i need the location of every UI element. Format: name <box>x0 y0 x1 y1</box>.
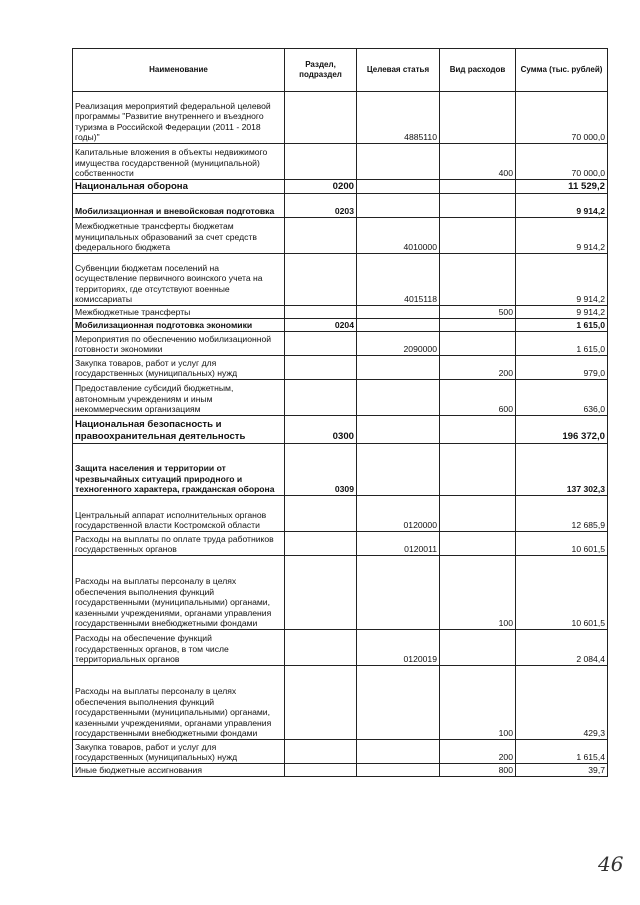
row-kind <box>440 332 516 356</box>
row-kind: 100 <box>440 556 516 630</box>
row-name: Реализация мероприятий федеральной целевой программы "Развитие внутреннего и въездного туризма в Российской Федерации (2011 - 2018 годы)" <box>73 92 285 144</box>
row-target <box>357 319 440 332</box>
budget-table <box>72 48 608 777</box>
row-name: Предоставление субсидий бюджетным, автономным учреждениям и иным некоммерческим организациям <box>73 380 285 416</box>
row-kind <box>440 416 516 444</box>
table-row <box>73 306 608 319</box>
row-target: 0120011 <box>357 532 440 556</box>
row-amount: 9 914,2 <box>516 254 608 306</box>
row-section <box>285 532 357 556</box>
header-section: Раздел, подраздел <box>285 49 357 92</box>
table-row <box>73 764 608 777</box>
table-row <box>73 380 608 416</box>
row-kind: 200 <box>440 356 516 380</box>
row-name: Национальная оборона <box>73 180 285 194</box>
row-target <box>357 666 440 740</box>
row-section <box>285 380 357 416</box>
table-row <box>73 630 608 666</box>
row-target <box>357 740 440 764</box>
table-row <box>73 532 608 556</box>
row-amount: 10 601,5 <box>516 532 608 556</box>
row-amount: 1 615,4 <box>516 740 608 764</box>
row-section: 0204 <box>285 319 357 332</box>
row-target <box>357 556 440 630</box>
row-amount: 10 601,5 <box>516 556 608 630</box>
row-kind: 800 <box>440 764 516 777</box>
row-amount: 2 084,4 <box>516 630 608 666</box>
row-section <box>285 332 357 356</box>
row-amount: 429,3 <box>516 666 608 740</box>
row-amount: 196 372,0 <box>516 416 608 444</box>
row-name: Мобилизационная и вневойсковая подготовка <box>73 194 285 218</box>
row-section <box>285 496 357 532</box>
row-name: Закупка товаров, работ и услуг для государственных (муниципальных) нужд <box>73 740 285 764</box>
row-section: 0300 <box>285 416 357 444</box>
row-kind: 100 <box>440 666 516 740</box>
table-row <box>73 740 608 764</box>
row-name: Мероприятия по обеспечению мобилизационной готовности экономики <box>73 332 285 356</box>
row-target <box>357 380 440 416</box>
table-row <box>73 444 608 496</box>
row-kind <box>440 180 516 194</box>
row-amount: 636,0 <box>516 380 608 416</box>
row-kind: 400 <box>440 144 516 180</box>
table-row <box>73 556 608 630</box>
row-name: Мобилизационная подготовка экономики <box>73 319 285 332</box>
row-target <box>357 180 440 194</box>
table-row <box>73 218 608 254</box>
header-row <box>73 49 608 92</box>
row-section <box>285 218 357 254</box>
header-target: Целевая статья <box>357 49 440 92</box>
row-name: Межбюджетные трансферты бюджетам муниципальных образований за счет средств федерального бюджета <box>73 218 285 254</box>
row-name: Национальная безопасность и правоохранительная деятельность <box>73 416 285 444</box>
row-target <box>357 764 440 777</box>
row-kind <box>440 630 516 666</box>
table-row <box>73 319 608 332</box>
row-name: Расходы на выплаты персоналу в целях обеспечения выполнения функций государственными (муниципальными) органами, казенными учреждениями, органами управления государственными внебюджетными фондами <box>73 666 285 740</box>
table-row <box>73 416 608 444</box>
row-section: 0309 <box>285 444 357 496</box>
row-amount: 9 914,2 <box>516 218 608 254</box>
row-name: Иные бюджетные ассигнования <box>73 764 285 777</box>
row-target <box>357 356 440 380</box>
row-section <box>285 630 357 666</box>
row-section <box>285 556 357 630</box>
table-row <box>73 496 608 532</box>
row-name: Защита населения и территории от чрезвычайных ситуаций природного и техногенного характера, гражданская оборона <box>73 444 285 496</box>
row-amount: 9 914,2 <box>516 306 608 319</box>
row-section <box>285 740 357 764</box>
row-kind: 600 <box>440 380 516 416</box>
row-section <box>285 144 357 180</box>
row-name: Расходы на обеспечение функций государственных органов, в том числе территориальных органов <box>73 630 285 666</box>
row-section <box>285 254 357 306</box>
row-kind <box>440 92 516 144</box>
row-name: Субвенции бюджетам поселений на осуществление первичного воинского учета на территориях, где отсутствуют военные комиссариаты <box>73 254 285 306</box>
table-row <box>73 180 608 194</box>
row-kind <box>440 496 516 532</box>
row-amount: 9 914,2 <box>516 194 608 218</box>
header-amount: Сумма (тыс. рублей) <box>516 49 608 92</box>
row-name: Расходы на выплаты по оплате труда работников государственных органов <box>73 532 285 556</box>
row-amount: 1 615,0 <box>516 319 608 332</box>
row-kind <box>440 532 516 556</box>
row-section <box>285 356 357 380</box>
row-target: 2090000 <box>357 332 440 356</box>
row-amount: 137 302,3 <box>516 444 608 496</box>
row-target <box>357 416 440 444</box>
row-kind: 500 <box>440 306 516 319</box>
row-kind <box>440 218 516 254</box>
row-target: 4885110 <box>357 92 440 144</box>
row-section <box>285 666 357 740</box>
header-name: Наименование <box>73 49 285 92</box>
row-kind <box>440 319 516 332</box>
row-target: 4010000 <box>357 218 440 254</box>
table-row <box>73 254 608 306</box>
row-target: 4015118 <box>357 254 440 306</box>
page-number: 46 <box>598 852 624 876</box>
row-name: Центральный аппарат исполнительных органов государственной власти Костромской области <box>73 496 285 532</box>
row-name: Расходы на выплаты персоналу в целях обеспечения выполнения функций государственными (муниципальными) органами, казенными учреждениями, органами управления государственными внебюджетными фондами <box>73 556 285 630</box>
row-amount: 39,7 <box>516 764 608 777</box>
row-name: Капитальные вложения в объекты недвижимого имущества государственной (муниципальной) собственности <box>73 144 285 180</box>
row-target: 0120000 <box>357 496 440 532</box>
table-row <box>73 666 608 740</box>
row-amount: 70 000,0 <box>516 144 608 180</box>
row-name: Межбюджетные трансферты <box>73 306 285 319</box>
row-amount: 1 615,0 <box>516 332 608 356</box>
row-target <box>357 444 440 496</box>
row-target <box>357 194 440 218</box>
row-amount: 70 000,0 <box>516 92 608 144</box>
table-row <box>73 356 608 380</box>
row-kind <box>440 444 516 496</box>
row-kind <box>440 194 516 218</box>
header-kind: Вид расходов <box>440 49 516 92</box>
row-section <box>285 92 357 144</box>
row-section <box>285 306 357 319</box>
row-name: Закупка товаров, работ и услуг для государственных (муниципальных) нужд <box>73 356 285 380</box>
table-row <box>73 194 608 218</box>
row-target <box>357 144 440 180</box>
row-section <box>285 764 357 777</box>
table-row <box>73 332 608 356</box>
row-target <box>357 306 440 319</box>
table-row <box>73 144 608 180</box>
row-section: 0203 <box>285 194 357 218</box>
row-section: 0200 <box>285 180 357 194</box>
row-amount: 11 529,2 <box>516 180 608 194</box>
row-amount: 979,0 <box>516 356 608 380</box>
row-kind <box>440 254 516 306</box>
row-target: 0120019 <box>357 630 440 666</box>
row-amount: 12 685,9 <box>516 496 608 532</box>
table-row <box>73 92 608 144</box>
row-kind: 200 <box>440 740 516 764</box>
